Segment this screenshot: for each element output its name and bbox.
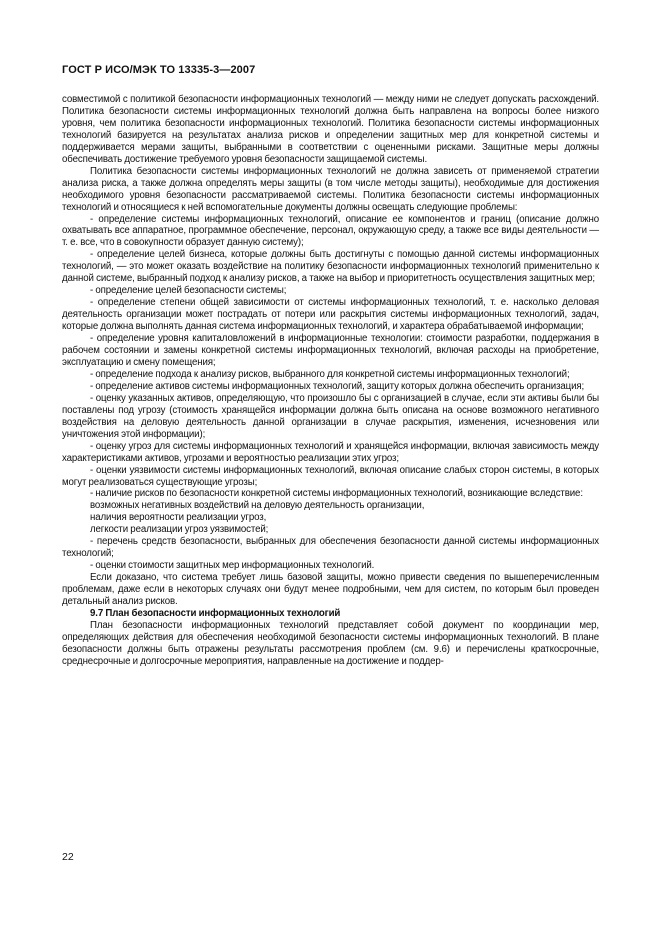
list-item: - оценку указанных активов, определяющую, что произошло бы с организацией в случае, если эти активы были бы поставлены под угрозу (стоимость хранящейся информации должна быть описана на основе возможного негативного воздействия на деловую деятельность данной организации в случае раскрытия, изменения, исчезновения или уничтожения этой информации); <box>62 392 599 440</box>
page-number: 22 <box>62 851 74 863</box>
list-item: - определение целей бизнеса, которые должны быть достигнуты с помощью данной системы информационных технологий, — это может оказать воздействие на политику безопасности информационных технологий применительно к данной системе, выбранный подход к анализу рисков, а также на выбор и приоритетность осуществления защитных мер; <box>62 249 599 285</box>
paragraph: План безопасности информационных технологий представляет собой документ по координации мер, определяющих действия для обеспечения необходимой безопасности системы информационных технологий. В плане безопасности должны быть отражены результаты рассмотрения проблем (см. 9.6) и перечислены краткосрочные, среднесрочные и долгосрочные мероприятия, направленные на достижение и поддер- <box>62 619 599 667</box>
body-text <box>62 94 599 668</box>
list-item: - определение подхода к анализу рисков, выбранного для конкретной системы информационных технологий; <box>90 368 570 380</box>
sub-list-item: легкости реализации угроз уязвимостей; <box>90 524 269 536</box>
paragraph: Если доказано, что система требует лишь базовой защиты, можно привести сведения по вышеперечисленным проблемам, даже если в некоторых случаях они будут менее подробными, чем для систем, по которым был проведен детальный анализ рисков. <box>62 572 599 608</box>
paragraph: Политика безопасности системы информационных технологий не должна зависеть от применяемой стратегии анализа риска, а также должна определять меры защиты (в том числе методы защиты), необходимые для достижения необходимого уровня безопасности рассматриваемой системы. Политика безопасности системы информационных технологий и относящиеся к ней вспомогательные документы должны освещать следующие проблемы: <box>62 165 599 213</box>
sub-list-item: наличия вероятности реализации угроз, <box>90 512 267 524</box>
list-item: - определение активов системы информационных технологий, защиту которых должна обеспечить организация; <box>90 380 585 392</box>
list-item: - наличие рисков по безопасности конкретной системы информационных технологий, возникающие вследствие: <box>90 488 583 500</box>
list-item: - определение степени общей зависимости от системы информационных технологий, т. е. насколько деловая деятельность организации может пострадать от потери или раскрытия системы информационных технологий, задач, которые должна выполнять данная система информационных технологий, и характера обрабатываемой информации; <box>62 297 599 333</box>
list-item: - определение уровня капиталовложений в информационные технологии: стоимости разработки, поддержания в рабочем состоянии и замены конкретной системы информационных технологий, включая расходы на приобретение, эксплуатацию и смену помещения; <box>62 333 599 368</box>
paragraph: совместимой с политикой безопасности информационных технологий — между ними не следует допускать расхождений. Политика безопасности системы информационных технологий должна быть направлена на вопросы более низкого уровня, чем политика безопасности информационных технологий. Политика безопасности системы информационных технологий базируется на результатах анализа рисков и определении защитных мер для конкретной системы и поддерживается мерами защиты, выбранными в соответствии с оцененными рисками. Защитные меры должны обеспечивать достижение требуемого уровня безопасности защищаемой системы. <box>62 94 599 165</box>
list-item: - оценки уязвимости системы информационных технологий, включая описание слабых сторон системы, в которых могут реализоваться существующие угрозы; <box>62 464 599 488</box>
list-item: - определение системы информационных технологий, описание ее компонентов и границ (описание должно охватывать все аппаратное, программное обеспечение, персонал, окружающую среду, а также все виды деятельности — т. е. все, что в совокупности образует данную систему); <box>62 213 599 249</box>
sub-list-item: возможных негативных воздействий на деловую деятельность организации, <box>90 500 425 512</box>
list-item: - оценку угроз для системы информационных технологий и хранящейся информации, включая зависимость между характеристиками активов, угрозами и вероятностью реализации этих угроз; <box>62 440 599 464</box>
section-heading: 9.7 План безопасности информационных технологий <box>90 607 341 619</box>
running-header: ГОСТ Р ИСО/МЭК ТО 13335-3—2007 <box>62 64 256 76</box>
list-item: - перечень средств безопасности, выбранных для обеспечения безопасности данной системы информационных технологий; <box>62 536 599 560</box>
list-item: - оценки стоимости защитных мер информационных технологий. <box>90 560 375 572</box>
list-item: - определение целей безопасности системы; <box>90 285 287 297</box>
